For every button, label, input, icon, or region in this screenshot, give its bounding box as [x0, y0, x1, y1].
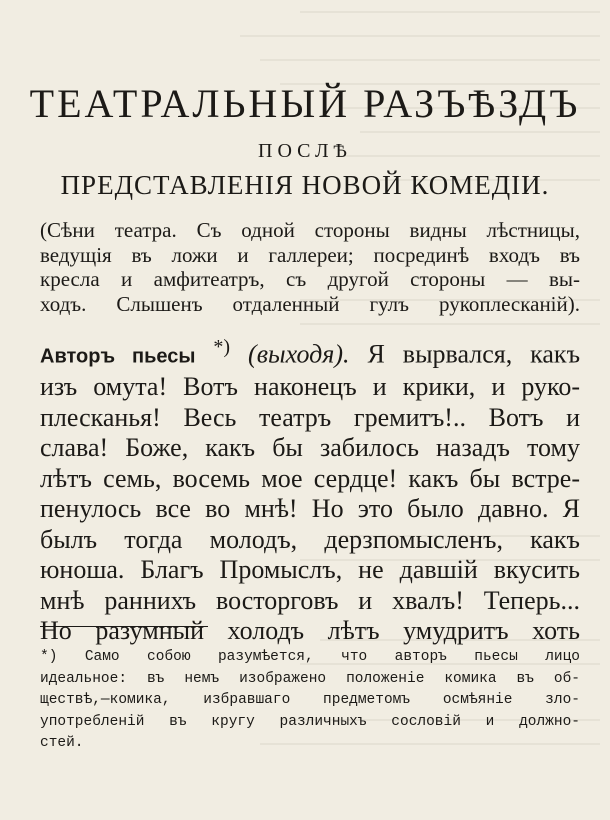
footnote-line: *) Само собою разумѣется, что авторъ пьесы лицо — [40, 649, 580, 665]
speaker-name: Авторъ пьесы — [40, 345, 196, 368]
speech-line: изъ омута! Вотъ наконецъ и крики, и руко- — [40, 372, 580, 402]
stage-action: (выходя). — [248, 339, 350, 369]
footnote-line: идеальное: въ немъ изображено положеніе комика въ об- — [40, 670, 580, 687]
subtitle-posle: ПОСЛѢ — [258, 140, 352, 162]
page-title: ТЕАТРАЛЬНЫЙ РАЗЪѢЗДЪ — [29, 81, 581, 126]
footnote — [40, 647, 580, 755]
speech-line: мнѣ раннихъ восторговъ и хвалъ! Теперь... — [40, 585, 580, 615]
footnote-divider — [40, 626, 208, 627]
footnote-line: ществѣ,—комика, избравшаго предметомъ осмѣяніе зло- — [40, 692, 580, 708]
footnote-line: употребленій въ кругу различныхъ сословій и должно- — [40, 713, 580, 730]
author-speech — [40, 332, 580, 647]
speech-line: юноша. Благъ Промыслъ, не давшій вкусить — [40, 555, 580, 585]
speech-line: слава! Боже, какъ бы забилось назадъ тому — [40, 433, 580, 463]
speech-text: Я вырвался, какъ — [367, 339, 581, 369]
speech-line: Но разумный холодъ лѣтъ умудритъ хоть — [40, 616, 580, 646]
speech-line: лѣтъ семь, восемь мое сердце! какъ бы встре- — [40, 463, 580, 493]
stage-direction — [40, 218, 580, 316]
speech-line: былъ тогда молодъ, дерзпомысленъ, какъ — [40, 524, 580, 554]
footnote-line: стей. — [40, 735, 84, 751]
stage-line: ходъ. Слышенъ отдаленный гулъ рукоплесканій). — [40, 291, 580, 316]
subtitle-new-comedy: ПРЕДСТАВЛЕНІЯ НОВОЙ КОМЕДІИ. — [60, 170, 550, 200]
stage-line: кресла и амфитеатръ, съ другой стороны — вы- — [40, 267, 580, 291]
stage-line: ведущія въ ложи и галлереи; посрединѣ входъ въ — [40, 242, 580, 267]
speech-line: пенулось все во мнѣ! Но это было давно. Я — [40, 494, 580, 524]
footnote-marker: *) — [213, 336, 231, 358]
speech-first-line — [40, 332, 580, 372]
speech-line: плесканья! Весь театръ гремитъ!.. Вотъ и — [40, 402, 580, 432]
stage-line: (Сѣни театра. Съ одной стороны видны лѣстницы, — [40, 218, 580, 242]
